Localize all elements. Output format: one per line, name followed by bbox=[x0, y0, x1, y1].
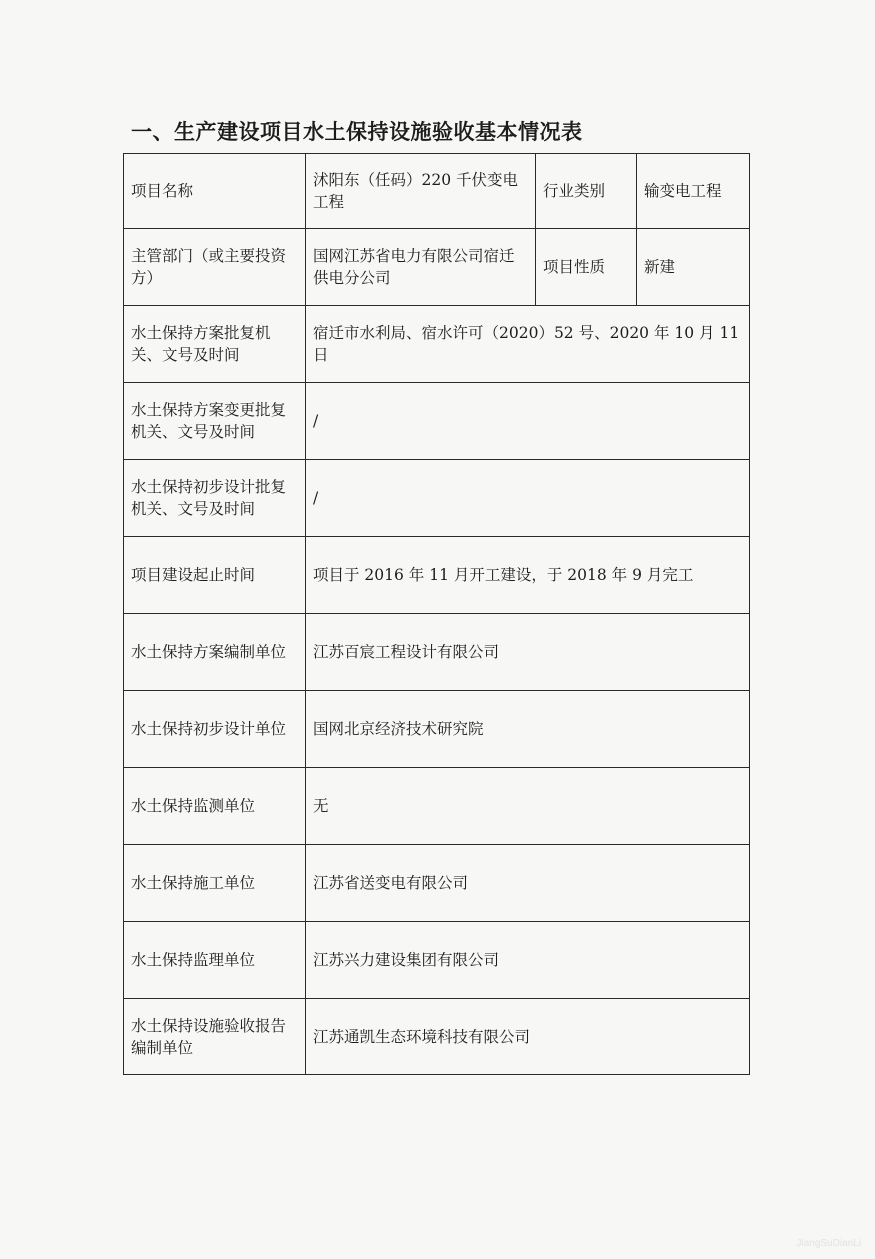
table-row bbox=[124, 999, 750, 1075]
row-label: 水土保持监理单位 bbox=[124, 922, 306, 999]
row-label: 水土保持初步设计批复机关、文号及时间 bbox=[124, 460, 306, 537]
row-label: 水土保持初步设计单位 bbox=[124, 691, 306, 768]
project-name-label: 项目名称 bbox=[124, 154, 306, 229]
row-label: 水土保持方案批复机关、文号及时间 bbox=[124, 306, 306, 383]
row-label: 水土保持方案变更批复机关、文号及时间 bbox=[124, 383, 306, 460]
table-row bbox=[124, 537, 750, 614]
row-value: 江苏通凯生态环境科技有限公司 bbox=[306, 999, 750, 1075]
basic-info-table bbox=[123, 153, 750, 1075]
page-title: 一、生产建设项目水土保持设施验收基本情况表 bbox=[131, 120, 583, 144]
row-value: 江苏省送变电有限公司 bbox=[306, 845, 750, 922]
table-row bbox=[124, 922, 750, 999]
table-row bbox=[124, 229, 750, 306]
row-label: 项目建设起止时间 bbox=[124, 537, 306, 614]
industry-label: 行业类别 bbox=[536, 154, 637, 229]
table-row bbox=[124, 768, 750, 845]
table-row bbox=[124, 154, 750, 229]
row-value: / bbox=[306, 460, 750, 537]
nature-value: 新建 bbox=[637, 229, 750, 306]
nature-label: 项目性质 bbox=[536, 229, 637, 306]
table-row bbox=[124, 845, 750, 922]
row-label: 水土保持监测单位 bbox=[124, 768, 306, 845]
row-value: 无 bbox=[306, 768, 750, 845]
table-row bbox=[124, 306, 750, 383]
row-label: 水土保持设施验收报告编制单位 bbox=[124, 999, 306, 1075]
row-label: 水土保持施工单位 bbox=[124, 845, 306, 922]
industry-value: 输变电工程 bbox=[637, 154, 750, 229]
row-value: / bbox=[306, 383, 750, 460]
table-row bbox=[124, 460, 750, 537]
row-value: 宿迁市水利局、宿水许可（2020）52 号、2020 年 10 月 11 日 bbox=[306, 306, 750, 383]
row-label: 水土保持方案编制单位 bbox=[124, 614, 306, 691]
authority-label: 主管部门（或主要投资方） bbox=[124, 229, 306, 306]
row-value: 江苏百宸工程设计有限公司 bbox=[306, 614, 750, 691]
table-row bbox=[124, 691, 750, 768]
table-row bbox=[124, 383, 750, 460]
row-value: 国网北京经济技术研究院 bbox=[306, 691, 750, 768]
row-value: 江苏兴力建设集团有限公司 bbox=[306, 922, 750, 999]
authority-value: 国网江苏省电力有限公司宿迁供电分公司 bbox=[306, 229, 536, 306]
table-row bbox=[124, 614, 750, 691]
row-value: 项目于 2016 年 11 月开工建设，于 2018 年 9 月完工 bbox=[306, 537, 750, 614]
project-name-value: 沭阳东（任码）220 千伏变电工程 bbox=[306, 154, 536, 229]
watermark: JiangSuDianLi bbox=[796, 1238, 861, 1249]
